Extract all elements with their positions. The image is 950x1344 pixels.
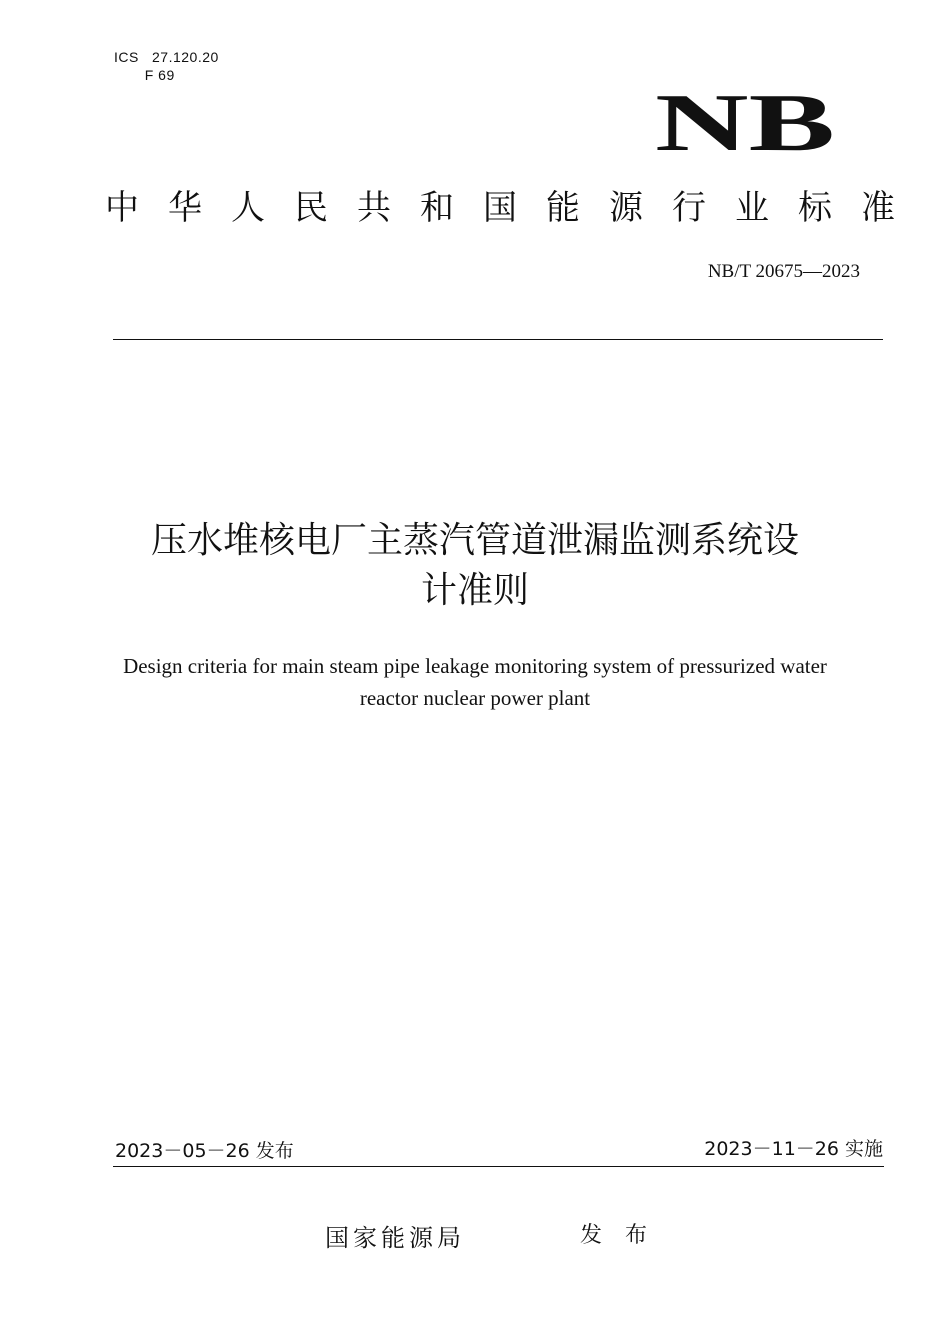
english-title-line-1: Design criteria for main steam pipe leakage monitoring system of pressurized water xyxy=(123,654,827,678)
standard-name-char: 民 xyxy=(294,188,328,228)
standard-name xyxy=(100,186,900,230)
standard-name-char: 准 xyxy=(861,188,895,228)
nb-logo xyxy=(655,86,840,158)
chinese-title-line-2: 计准则 xyxy=(420,570,529,611)
english-title xyxy=(60,650,890,714)
standard-name-char: 能 xyxy=(546,188,580,228)
ics-code: 27.120.20 xyxy=(152,49,219,65)
chinese-title xyxy=(60,516,890,616)
ccs-row xyxy=(114,66,219,84)
header-divider xyxy=(113,339,883,340)
svg-text:NB: NB xyxy=(655,86,835,158)
standard-name-char: 业 xyxy=(735,188,769,228)
issuing-authority: 国家能源局 xyxy=(325,1224,465,1252)
standard-name-char: 行 xyxy=(672,188,706,228)
ccs-code: F 69 xyxy=(144,67,175,83)
standard-name-char: 和 xyxy=(420,188,454,228)
ics-label: ICS xyxy=(114,49,139,65)
issue-date: 2023－05－26 发布 xyxy=(115,1140,294,1162)
standard-name-char: 共 xyxy=(357,188,391,228)
standard-name-char: 中 xyxy=(105,188,139,228)
issue-label: 发 布 xyxy=(580,1223,655,1248)
standard-name-char: 标 xyxy=(798,188,832,228)
standard-name-char: 人 xyxy=(231,188,265,228)
footer-divider xyxy=(113,1166,884,1167)
implementation-date: 2023－11－26 实施 xyxy=(704,1138,883,1160)
standard-name-char: 华 xyxy=(168,188,202,228)
standard-name-char: 国 xyxy=(483,188,517,228)
english-title-line-2: reactor nuclear power plant xyxy=(359,686,591,710)
ics-classification xyxy=(114,48,219,84)
standard-name-char: 源 xyxy=(609,188,643,228)
standard-number: NB/T 20675—2023 xyxy=(707,261,860,282)
chinese-title-line-1: 压水堆核电厂主蒸汽管道泄漏监测系统设 xyxy=(150,520,799,561)
ics-row xyxy=(114,48,219,66)
